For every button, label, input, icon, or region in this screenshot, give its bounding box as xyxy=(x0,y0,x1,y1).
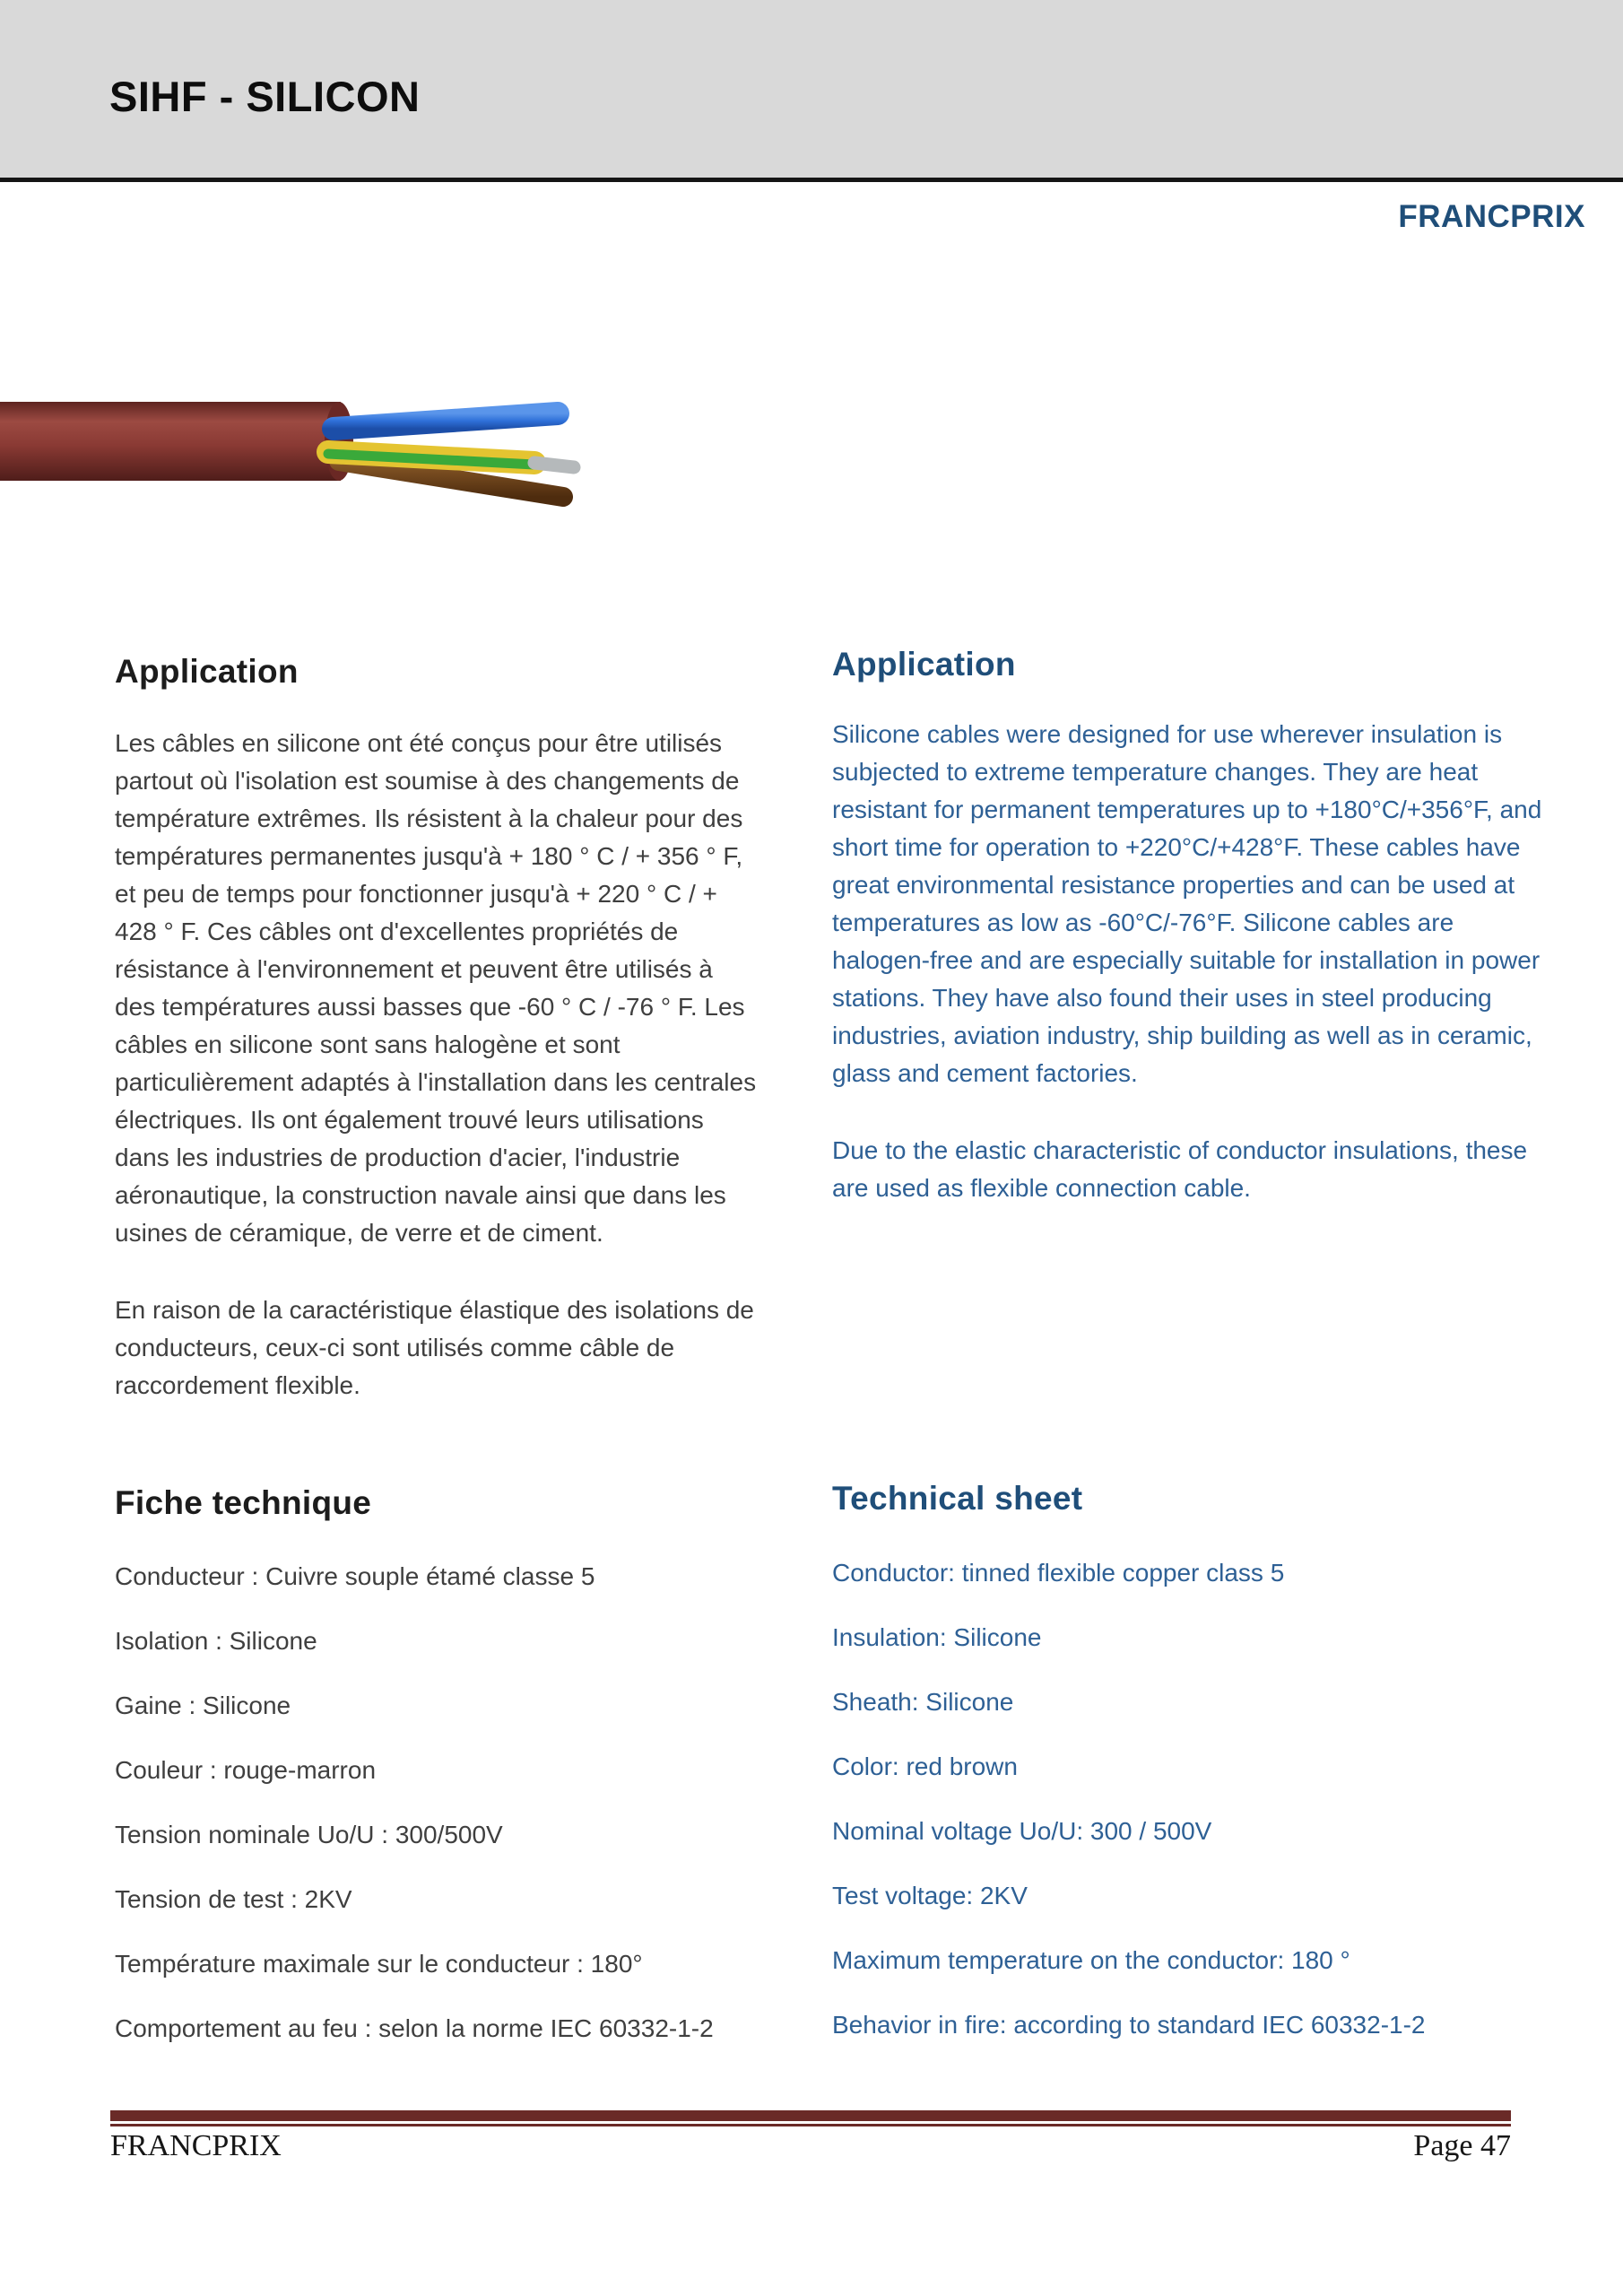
tech-list-en xyxy=(832,1553,1426,2070)
tech-row-fr: Comportement au feu : selon la norme IEC 60332-1-2 xyxy=(115,2014,714,2042)
conductor-tip xyxy=(534,463,574,467)
footer-rule-thick xyxy=(110,2110,1511,2121)
blue-wire xyxy=(334,413,558,429)
footer-page-number: Page 47 xyxy=(1413,2129,1511,2162)
tech-row-en: Maximum temperature on the conductor: 180 ° xyxy=(832,1946,1350,1974)
application-paragraph-en-1: Silicone cables were designed for use wherever insulation is subjected to extreme temperature changes. They are heat resistant for permanent temperatures up to +180°C/+356°F, and short time for operation to +220°C/+428°F. These cables have great environmental resistance properties and can be used at temperatures as low as -60°C/-76°F. Silicone cables are halogen-free and are especially suitable for installation in power stations. They have also found their uses in steel producing industries, aviation industry, ship building as well as in ceramic, glass and cement factories. xyxy=(832,720,1542,1087)
brand-name-top: FRANCPRIX xyxy=(1398,199,1585,234)
tech-row-en: Behavior in fire: according to standard IEC 60332-1-2 xyxy=(832,2011,1426,2039)
tech-row-fr: Conducteur : Cuivre souple étamé classe 5 xyxy=(115,1562,595,1590)
tech-row-fr: Tension de test : 2KV xyxy=(115,1885,352,1913)
tech-row-fr: Température maximale sur le conducteur : 180° xyxy=(115,1950,643,1978)
application-paragraph-fr-1: Les câbles en silicone ont été conçus pour être utilisés partout où l'isolation est soumise à des changements de température extrêmes. Ils résistent à la chaleur pour des températures permanentes jusqu'à + 180 ° C / + 356 ° F, et peu de temps pour fonctionner jusqu'à + 220 ° C / + 428 ° F. Ces câbles ont d'excellentes propriétés de résistance à l'environnement et peuvent être utilisés à des températures aussi basses que -60 ° C / -76 ° F. Les câbles en silicone sont sans halogène et sont particulièrement adaptés à l'installation dans les centrales électriques. Ils ont également trouvé leurs utilisations dans les industries de production d'acier, l'industrie aéronautique, la construction navale ainsi que dans les usines de céramique, de verre et de ciment. xyxy=(115,729,757,1247)
tech-row-en: Color: red brown xyxy=(832,1752,1018,1780)
application-heading-en: Application xyxy=(832,646,1016,683)
footer-rule-thin xyxy=(110,2124,1511,2126)
tech-row-fr: Gaine : Silicone xyxy=(115,1692,291,1719)
tech-heading-fr: Fiche technique xyxy=(115,1484,372,1521)
application-text-fr xyxy=(115,725,759,1444)
tech-row-en: Sheath: Silicone xyxy=(832,1688,1014,1716)
footer xyxy=(110,2129,1511,2163)
tech-row-en: Test voltage: 2KV xyxy=(832,1882,1028,1909)
cable-photo xyxy=(0,384,592,536)
application-paragraph-en-2: Due to the elastic characteristic of conductor insulations, these are used as flexible connection cable. xyxy=(832,1136,1528,1202)
tech-row-en: Conductor: tinned flexible copper class 5 xyxy=(832,1559,1285,1587)
header-banner xyxy=(0,0,1623,182)
application-heading-fr: Application xyxy=(115,653,299,690)
application-text-en xyxy=(832,716,1542,1247)
earth-wire xyxy=(328,452,534,465)
cable-sheath xyxy=(0,402,353,481)
tech-list-fr xyxy=(115,1557,714,2074)
tech-row-en: Insulation: Silicone xyxy=(832,1623,1042,1651)
footer-brand: FRANCPRIX xyxy=(110,2129,282,2162)
tech-row-en: Nominal voltage Uo/U: 300 / 500V xyxy=(832,1817,1212,1845)
tech-row-fr: Isolation : Silicone xyxy=(115,1627,317,1655)
page-title: SIHF - SILICON xyxy=(109,73,421,120)
tech-heading-en: Technical sheet xyxy=(832,1480,1083,1517)
application-paragraph-fr-2: En raison de la caractéristique élastique des isolations de conducteurs, ceux-ci sont utilisés comme câble de raccordement flexible. xyxy=(115,1296,754,1399)
tech-row-fr: Tension nominale Uo/U : 300/500V xyxy=(115,1821,503,1848)
tech-row-fr: Couleur : rouge-marron xyxy=(115,1756,377,1784)
